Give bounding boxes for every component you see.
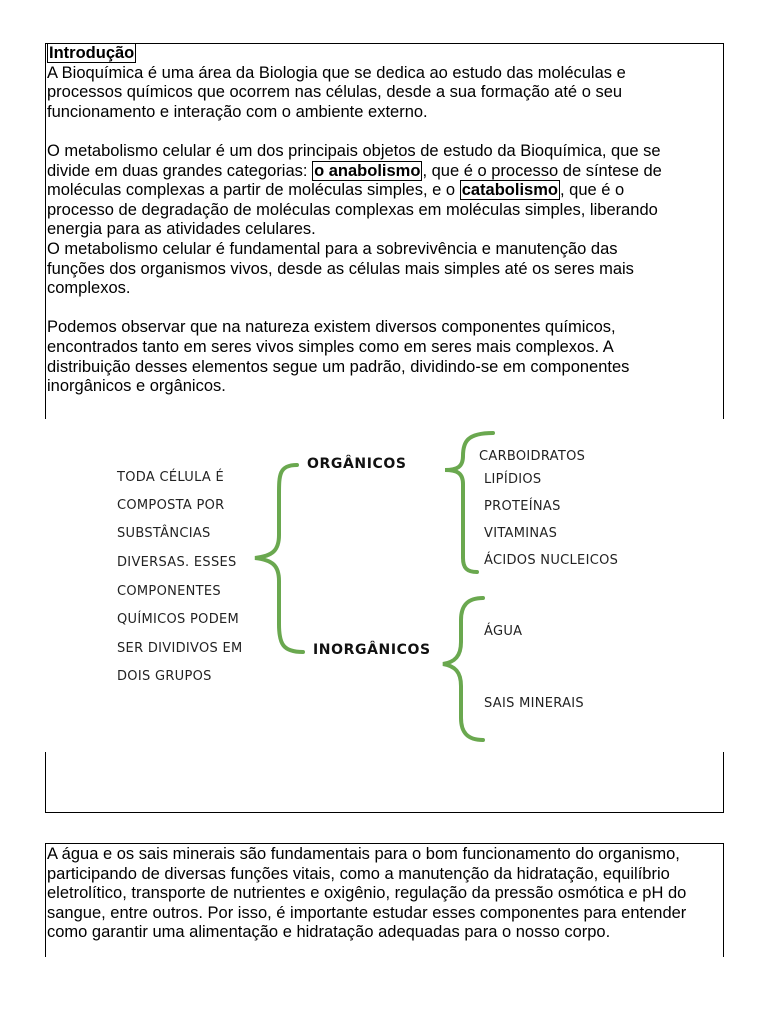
intro-p2-line: processo de degradação de moléculas complexas em moléculas simples, liberando <box>47 200 658 219</box>
intro-p1-line: funcionamento e interação com o ambiente externo. <box>47 102 428 121</box>
diagram-left-text: DIVERSAS. ESSES <box>117 555 237 570</box>
section2-line: A água e os sais minerais são fundamentais para o bom funcionamento do organismo, <box>47 845 680 863</box>
intro-p2-text: , que é o <box>559 181 625 200</box>
section2-line: eletrolítico, transporte de nutrientes e oxigênio, regulação da pressão osmótica e pH do <box>47 884 687 903</box>
intro-p4-line: inorgânicos e orgânicos. <box>47 377 226 396</box>
diagram-left-text: COMPONENTES <box>117 584 221 599</box>
intro-p4-line: Podemos observar que na natureza existem diversos componentes químicos, <box>47 318 616 337</box>
diagram-left-text: SUBSTÂNCIAS <box>117 526 211 541</box>
intro-p2-line: O metabolismo celular é um dos principais objetos de estudo da Bioquímica, que se <box>47 141 661 160</box>
section2-line: como garantir uma alimentação e hidratação adequadas para o nosso corpo. <box>47 923 611 942</box>
intro-heading: Introdução <box>49 44 135 62</box>
intro-p4-line: distribuição desses elementos segue um padrão, dividindo-se em componentes <box>47 357 630 376</box>
organicos-item: ÁCIDOS NUCLEICOS <box>484 553 619 568</box>
intro-p2-line: energia para as atividades celulares. <box>47 220 316 239</box>
section2-line: participando de diversas funções vitais, como a manutenção da hidratação, equilíbrio <box>47 864 670 883</box>
diagram-left-text: DOIS GRUPOS <box>117 669 212 684</box>
diagram-left-text: SER DIVIDIVOS EM <box>117 641 243 656</box>
intro-p2-text: divide em duas grandes categorias: <box>47 161 313 180</box>
inorganicos-item: SAIS MINERAIS <box>484 696 584 711</box>
inorganicos-brace-icon <box>443 598 483 740</box>
diagram-left-text: COMPOSTA POR <box>117 498 225 513</box>
organicos-item: LIPÍDIOS <box>484 472 542 487</box>
section2-text <box>47 845 727 943</box>
inorganicos-item: ÁGUA <box>484 624 523 639</box>
organicos-item: VITAMINAS <box>484 526 558 541</box>
group-inorganicos: INORGÂNICOS <box>313 642 431 658</box>
intro-frame-bottom <box>45 752 724 813</box>
intro-p3-line: O metabolismo celular é fundamental para a sobrevivência e manutenção das <box>47 239 618 258</box>
organicos-item: CARBOIDRATOS <box>479 449 586 464</box>
diagram-left-text: QUÍMICOS PODEM <box>117 612 240 627</box>
intro-p2-text: , que é o processo de síntese de <box>422 161 662 180</box>
section2-line: sangue, entre outros. Por isso, é importante estudar esses componentes para entender <box>47 903 687 922</box>
intro-p3-line: funções dos organismos vivos, desde as células mais simples até os seres mais <box>47 259 634 278</box>
components-diagram <box>47 420 723 752</box>
intro-p2-text: moléculas complexas a partir de moléculas simples, e o <box>47 181 460 200</box>
anabolismo-term: o anabolismo <box>314 161 421 180</box>
intro-p3-line: complexos. <box>47 279 131 298</box>
main-brace-icon <box>255 465 303 652</box>
organicos-item: PROTEÍNAS <box>484 499 561 514</box>
intro-p4-line: encontrados tanto em seres vivos simples como em seres mais complexos. A <box>47 337 614 356</box>
intro-p1-line: A Bioquímica é uma área da Biologia que se dedica ao estudo das moléculas e <box>47 63 626 82</box>
group-organicos: ORGÂNICOS <box>307 456 407 472</box>
catabolismo-term: catabolismo <box>461 181 558 200</box>
intro-p1-line: processos químicos que ocorrem nas células, desde a sua formação até o seu <box>47 83 623 102</box>
diagram-left-text: TODA CÉLULA É <box>117 470 225 485</box>
intro-section <box>47 44 727 397</box>
